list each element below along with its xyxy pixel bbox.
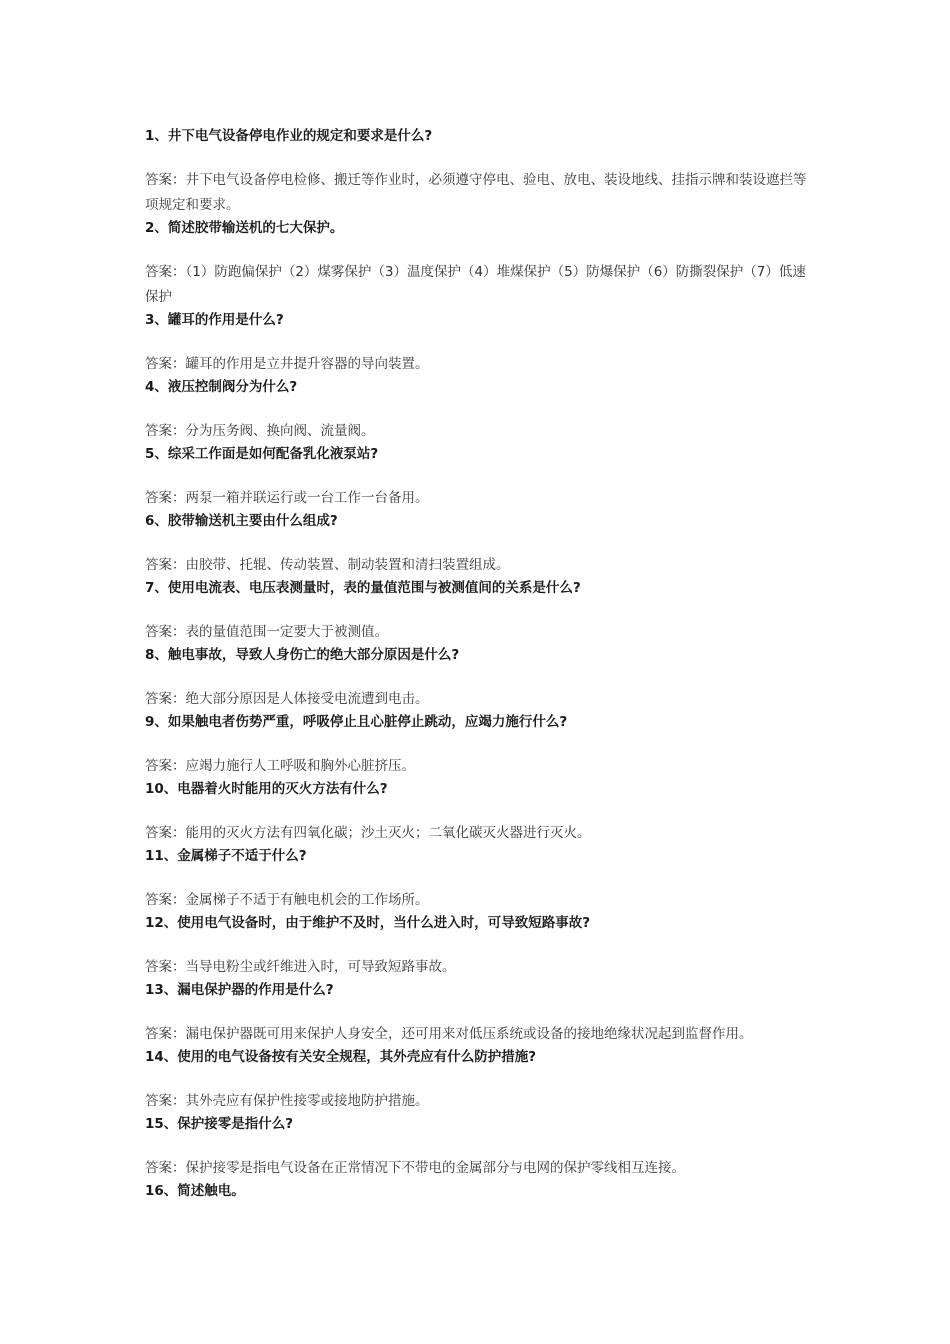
qa-item-9	[145, 712, 810, 779]
answer-7: 答案：表的量值范围一定要大于被测值。	[145, 624, 388, 640]
qa-item-14	[145, 1047, 810, 1114]
qa-item-12	[145, 913, 810, 980]
answer-8: 答案：绝大部分原因是人体接受电流遭到电击。	[145, 691, 429, 707]
qa-item-3	[145, 310, 810, 377]
question-16: 16、简述触电。	[145, 1183, 245, 1199]
question-11: 11、金属梯子不适于什么?	[145, 848, 307, 864]
question-3: 3、罐耳的作用是什么?	[145, 312, 284, 328]
question-2: 2、简述胶带输送机的七大保护。	[145, 220, 344, 236]
qa-item-4	[145, 377, 810, 444]
answer-11: 答案：金属梯子不适于有触电机会的工作场所。	[145, 892, 429, 908]
answer-9: 答案：应竭力施行人工呼吸和胸外心脏挤压。	[145, 758, 415, 774]
answer-14: 答案：其外壳应有保护性接零或接地防护措施。	[145, 1093, 429, 1109]
qa-item-5	[145, 444, 810, 511]
answer-4: 答案：分为压务阀、换向阀、流量阀。	[145, 423, 375, 439]
question-13: 13、漏电保护器的作用是什么?	[145, 982, 334, 998]
answer-2: 答案：（1）防跑偏保护（2）煤雾保护（3）温度保护（4）堆煤保护（5）防爆保护（6）防撕裂保护（7）低速保护	[145, 264, 806, 305]
answer-10: 答案：能用的灭火方法有四氧化碳；沙土灭火；二氧化碳灭火器进行灭火。	[145, 825, 591, 841]
answer-1: 答案：井下电气设备停电检修、搬迁等作业时，必须遵守停电、验电、放电、装设地线、挂指示牌和装设遮拦等项规定和要求。	[145, 172, 807, 213]
qa-item-13	[145, 980, 810, 1047]
question-14: 14、使用的电气设备按有关安全规程，其外壳应有什么防护措施?	[145, 1049, 537, 1065]
qa-item-1	[145, 126, 810, 218]
question-12: 12、使用电气设备时，由于维护不及时，当什么进入时，可导致短路事故?	[145, 915, 591, 931]
qa-item-2	[145, 218, 810, 310]
answer-5: 答案：两泵一箱并联运行或一台工作一台备用。	[145, 490, 429, 506]
answer-13: 答案：漏电保护器既可用来保护人身安全，还可用来对低压系统或设备的接地绝缘状况起到监督作用。	[145, 1026, 753, 1042]
qa-item-11	[145, 846, 810, 913]
answer-15: 答案：保护接零是指电气设备在正常情况下不带电的金属部分与电网的保护零线相互连接。	[145, 1160, 685, 1176]
qa-item-8	[145, 645, 810, 712]
question-10: 10、电器着火时能用的灭火方法有什么?	[145, 781, 388, 797]
question-9: 9、如果触电者伤势严重，呼吸停止且心脏停止跳动，应竭力施行什么?	[145, 714, 568, 730]
qa-item-15	[145, 1114, 810, 1181]
question-8: 8、触电事故，导致人身伤亡的绝大部分原因是什么?	[145, 647, 460, 663]
answer-3: 答案：罐耳的作用是立井提升容器的导向装置。	[145, 356, 429, 372]
question-5: 5、综采工作面是如何配备乳化液泵站?	[145, 446, 379, 462]
question-1: 1、井下电气设备停电作业的规定和要求是什么?	[145, 128, 433, 144]
document-page	[145, 126, 810, 1223]
answer-6: 答案：由胶带、托辊、传动装置、制动装置和清扫装置组成。	[145, 557, 510, 573]
question-4: 4、液压控制阀分为什么?	[145, 379, 298, 395]
qa-item-16	[145, 1181, 810, 1201]
question-15: 15、保护接零是指什么?	[145, 1116, 294, 1132]
qa-item-7	[145, 578, 810, 645]
answer-12: 答案：当导电粉尘或纤维进入时，可导致短路事故。	[145, 959, 456, 975]
question-7: 7、使用电流表、电压表测量时，表的量值范围与被测值间的关系是什么?	[145, 580, 581, 596]
qa-item-6	[145, 511, 810, 578]
qa-item-10	[145, 779, 810, 846]
question-6: 6、胶带输送机主要由什么组成?	[145, 513, 338, 529]
